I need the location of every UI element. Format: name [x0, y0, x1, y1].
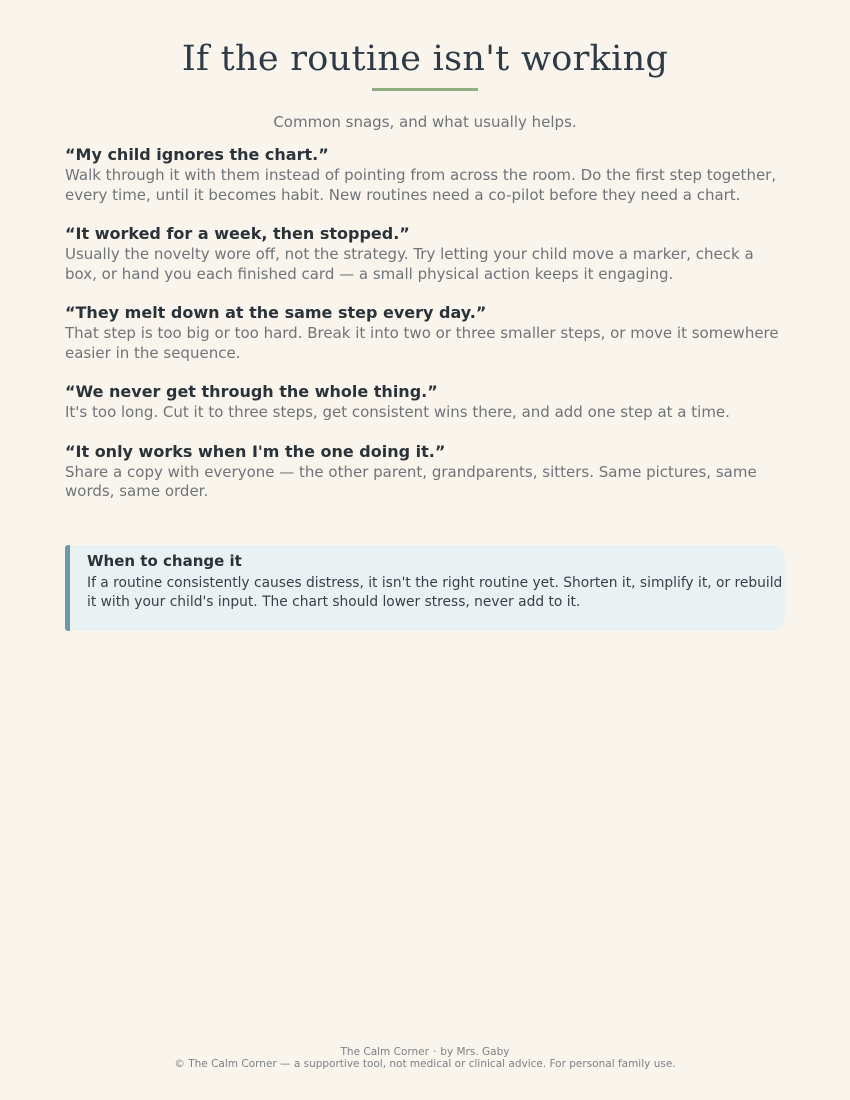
footer-author: by Mrs. Gaby [440, 1046, 510, 1058]
footer-separator: · [432, 1046, 437, 1058]
snag-item [65, 441, 787, 502]
snag-body: Walk through it with them instead of pointing from across the room. Do the first step together, every time, until it becomes habit. New routines need a co-pilot before they need a chart. [65, 166, 777, 204]
page-subtitle: Common snags, and what usually helps. [273, 113, 577, 131]
callout-body: If a routine consistently causes distress, it isn't the right routine yet. Shorten it, simplify it, or rebuild it with your child's input. The chart should lower stress, never add to it. [87, 575, 783, 610]
snag-item [65, 144, 787, 205]
snag-body: Usually the novelty wore off, not the strategy. Try letting your child move a marker, check a box, or hand you each finished card — a small physical action keeps it engaging. [65, 245, 754, 283]
footer-credit-line [0, 1046, 850, 1058]
snag-list [65, 144, 787, 520]
snag-title: “We never get through the whole thing.” [65, 382, 438, 401]
snag-body: Share a copy with everyone — the other parent, grandparents, sitters. Same pictures, same words, same order. [65, 462, 757, 500]
page-footer [0, 1046, 850, 1070]
title-divider [372, 88, 478, 91]
when-to-change-callout [65, 545, 785, 631]
snag-body: That step is too big or too hard. Break it into two or three smaller steps, or move it somewhere easier in the sequence. [65, 324, 779, 362]
callout-title: When to change it [87, 552, 242, 570]
snag-item [65, 381, 787, 423]
snag-item [65, 223, 787, 284]
page-title: If the routine isn't working [181, 39, 669, 79]
footer-brand: The Calm Corner [340, 1046, 429, 1058]
footer-disclaimer: © The Calm Corner — a supportive tool, not medical or clinical advice. For personal family use. [174, 1058, 676, 1070]
snag-title: “They melt down at the same step every day.” [65, 303, 487, 322]
snag-title: “It worked for a week, then stopped.” [65, 224, 410, 243]
snag-item [65, 302, 787, 363]
snag-body: It's too long. Cut it to three steps, get consistent wins there, and add one step at a time. [65, 403, 730, 421]
snag-title: “My child ignores the chart.” [65, 145, 329, 164]
snag-title: “It only works when I'm the one doing it.” [65, 441, 446, 461]
